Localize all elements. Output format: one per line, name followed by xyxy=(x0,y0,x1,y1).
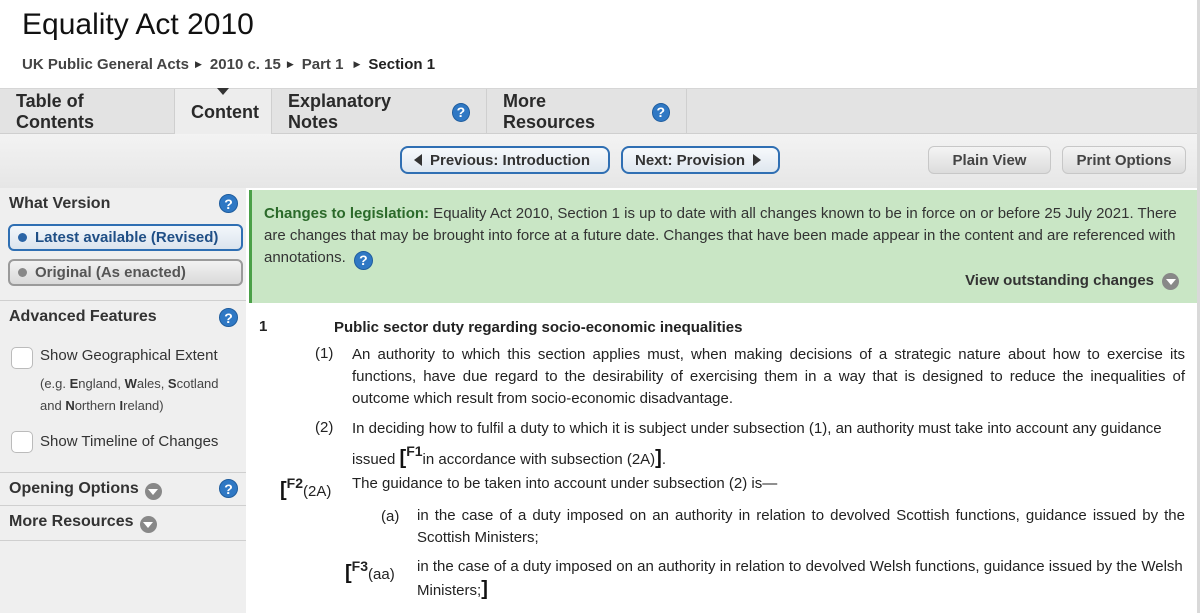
opening-options-section[interactable] xyxy=(0,473,246,506)
breadcrumb-uk-public-general-acts[interactable]: UK Public General Acts xyxy=(22,56,189,73)
geographical-extent-note: (e.g. England, Wales, Scotland and Northern Ireland) xyxy=(40,376,219,413)
geographical-extent-checkbox[interactable] xyxy=(11,347,33,369)
amendment-close-bracket: ] xyxy=(481,578,488,600)
amendment-open-bracket: [ xyxy=(280,479,287,501)
tab-more-resources[interactable] xyxy=(487,89,687,135)
previous-button-label: Previous: Introduction xyxy=(430,151,591,169)
more-resources-section[interactable] xyxy=(0,506,246,541)
advanced-features-section xyxy=(0,301,246,473)
amendment-close-bracket: ] xyxy=(655,447,662,469)
latest-version-label: Latest available (Revised) xyxy=(35,229,219,246)
chevron-down-icon xyxy=(145,483,162,500)
annotation-f2-link[interactable]: F2 xyxy=(286,475,304,491)
tab-explanatory-notes[interactable] xyxy=(272,89,487,135)
original-version-label: Original (As enacted) xyxy=(35,264,186,281)
subsection-2a-text: The guidance to be taken into account under subsection (2) is— xyxy=(352,475,778,492)
view-outstanding-changes-link[interactable] xyxy=(965,270,1179,292)
subsection-1-number: (1) xyxy=(315,345,334,362)
timeline-checkbox[interactable] xyxy=(11,431,33,453)
arrow-left-icon xyxy=(414,154,422,166)
changes-to-legislation-banner xyxy=(249,190,1197,303)
plain-view-button[interactable] xyxy=(928,146,1051,174)
help-icon[interactable]: ? xyxy=(219,479,238,498)
print-options-button[interactable] xyxy=(1062,146,1186,174)
geographical-extent-label: Show Geographical Extent xyxy=(40,347,218,364)
next-button-label: Next: Provision xyxy=(635,151,746,169)
breadcrumb-separator-icon: ▶ xyxy=(353,59,361,69)
paragraph-a-text: in the case of a duty imposed on an authority in relation to devolved Scottish functions, guidance issued by the Scottish Ministers; xyxy=(417,507,1185,546)
changes-text: Equality Act 2010, Section 1 is up to date with all changes known to be in force on or before 25 July 2021. There are changes that may be brought into force at a future date. Changes that have been made appear in the content and are referenced with annotations. xyxy=(264,205,1177,266)
subsection-2-text: In deciding how to fulfil a duty to which it is subject under subsection (1), an authority must take into account any guidance xyxy=(352,420,1162,437)
subsection-2a-ref xyxy=(280,472,331,503)
help-icon[interactable]: ? xyxy=(219,194,238,213)
what-version-heading: What Version xyxy=(9,195,111,212)
breadcrumb-2010-c15[interactable]: 2010 c. 15 xyxy=(209,56,281,73)
subsection-2-number: (2) xyxy=(315,419,334,436)
subsection-2a-number: (2A) xyxy=(303,483,332,500)
breadcrumb-separator-icon: ▶ xyxy=(195,59,202,69)
changes-lead: Changes to legislation: xyxy=(264,205,430,222)
advanced-features-heading: Advanced Features xyxy=(9,308,157,325)
subsection-1-text: An authority to which this section applies must, when making decisions of a strategic nature about how to exercise its functions, have due regard to the desirability of exercising them in a way that is designed to reduce the inequalities of outcome which result from socio-economic disadvantage. xyxy=(352,346,1185,407)
page-title: Equality Act 2010 xyxy=(22,8,254,41)
timeline-label: Show Timeline of Changes xyxy=(40,433,219,450)
breadcrumb xyxy=(22,56,435,73)
print-options-label: Print Options xyxy=(1076,151,1172,169)
radio-dot-icon xyxy=(18,233,27,242)
plain-view-label: Plain View xyxy=(952,151,1027,169)
subsection-2-text-continued: issued [F1in accordance with subsection (2A)]. xyxy=(352,443,667,469)
tab-label: Table of Contents xyxy=(16,91,94,132)
arrow-right-icon xyxy=(753,154,761,166)
paragraph-aa-text: in the case of a duty imposed on an authority in relation to devolved Welsh functions, guidance issued by the Welsh xyxy=(417,558,1183,575)
amendment-open-bracket: [ xyxy=(345,562,352,584)
tab-label: Content xyxy=(191,101,259,122)
breadcrumb-section-1: Section 1 xyxy=(368,56,436,73)
original-version-button[interactable] xyxy=(8,259,243,286)
opening-options-heading[interactable]: Opening Options xyxy=(9,480,162,500)
paragraph-a-number: (a) xyxy=(381,508,400,525)
tab-table-of-contents[interactable] xyxy=(0,89,175,135)
help-icon[interactable]: ? xyxy=(354,251,373,270)
amendment-open-bracket: [ xyxy=(399,447,407,469)
navigation-bar xyxy=(0,134,1200,188)
tab-content[interactable] xyxy=(175,89,272,135)
annotation-f3-link[interactable]: F3 xyxy=(351,558,369,574)
paragraph-aa-text-continued: Ministers;] xyxy=(417,578,488,600)
help-icon[interactable]: ? xyxy=(219,308,238,327)
paragraph-aa-ref xyxy=(345,555,395,586)
more-resources-heading[interactable]: More Resources xyxy=(9,513,157,533)
annotation-f1-link[interactable]: F1 xyxy=(406,443,423,459)
outstanding-label: View outstanding changes xyxy=(965,272,1154,289)
tab-label: More Resources xyxy=(503,91,596,132)
tab-label: Explanatory Notes xyxy=(288,91,392,132)
chevron-down-icon xyxy=(140,516,157,533)
chevron-down-icon xyxy=(1162,273,1179,290)
help-icon[interactable]: ? xyxy=(452,103,470,122)
breadcrumb-separator-icon: ▶ xyxy=(286,59,294,69)
breadcrumb-part-1[interactable]: Part 1 xyxy=(301,56,344,73)
latest-version-button[interactable] xyxy=(8,224,243,251)
previous-button[interactable] xyxy=(400,146,610,174)
section-number: 1 xyxy=(259,318,268,335)
tab-bar xyxy=(0,88,1200,134)
radio-dot-icon xyxy=(18,268,27,277)
what-version-section xyxy=(0,188,246,301)
next-button[interactable] xyxy=(621,146,780,174)
sidebar xyxy=(0,188,246,613)
section-heading: Public sector duty regarding socio-economic inequalities xyxy=(334,319,743,336)
paragraph-aa-number: (aa) xyxy=(368,566,395,583)
help-icon[interactable]: ? xyxy=(652,103,670,122)
